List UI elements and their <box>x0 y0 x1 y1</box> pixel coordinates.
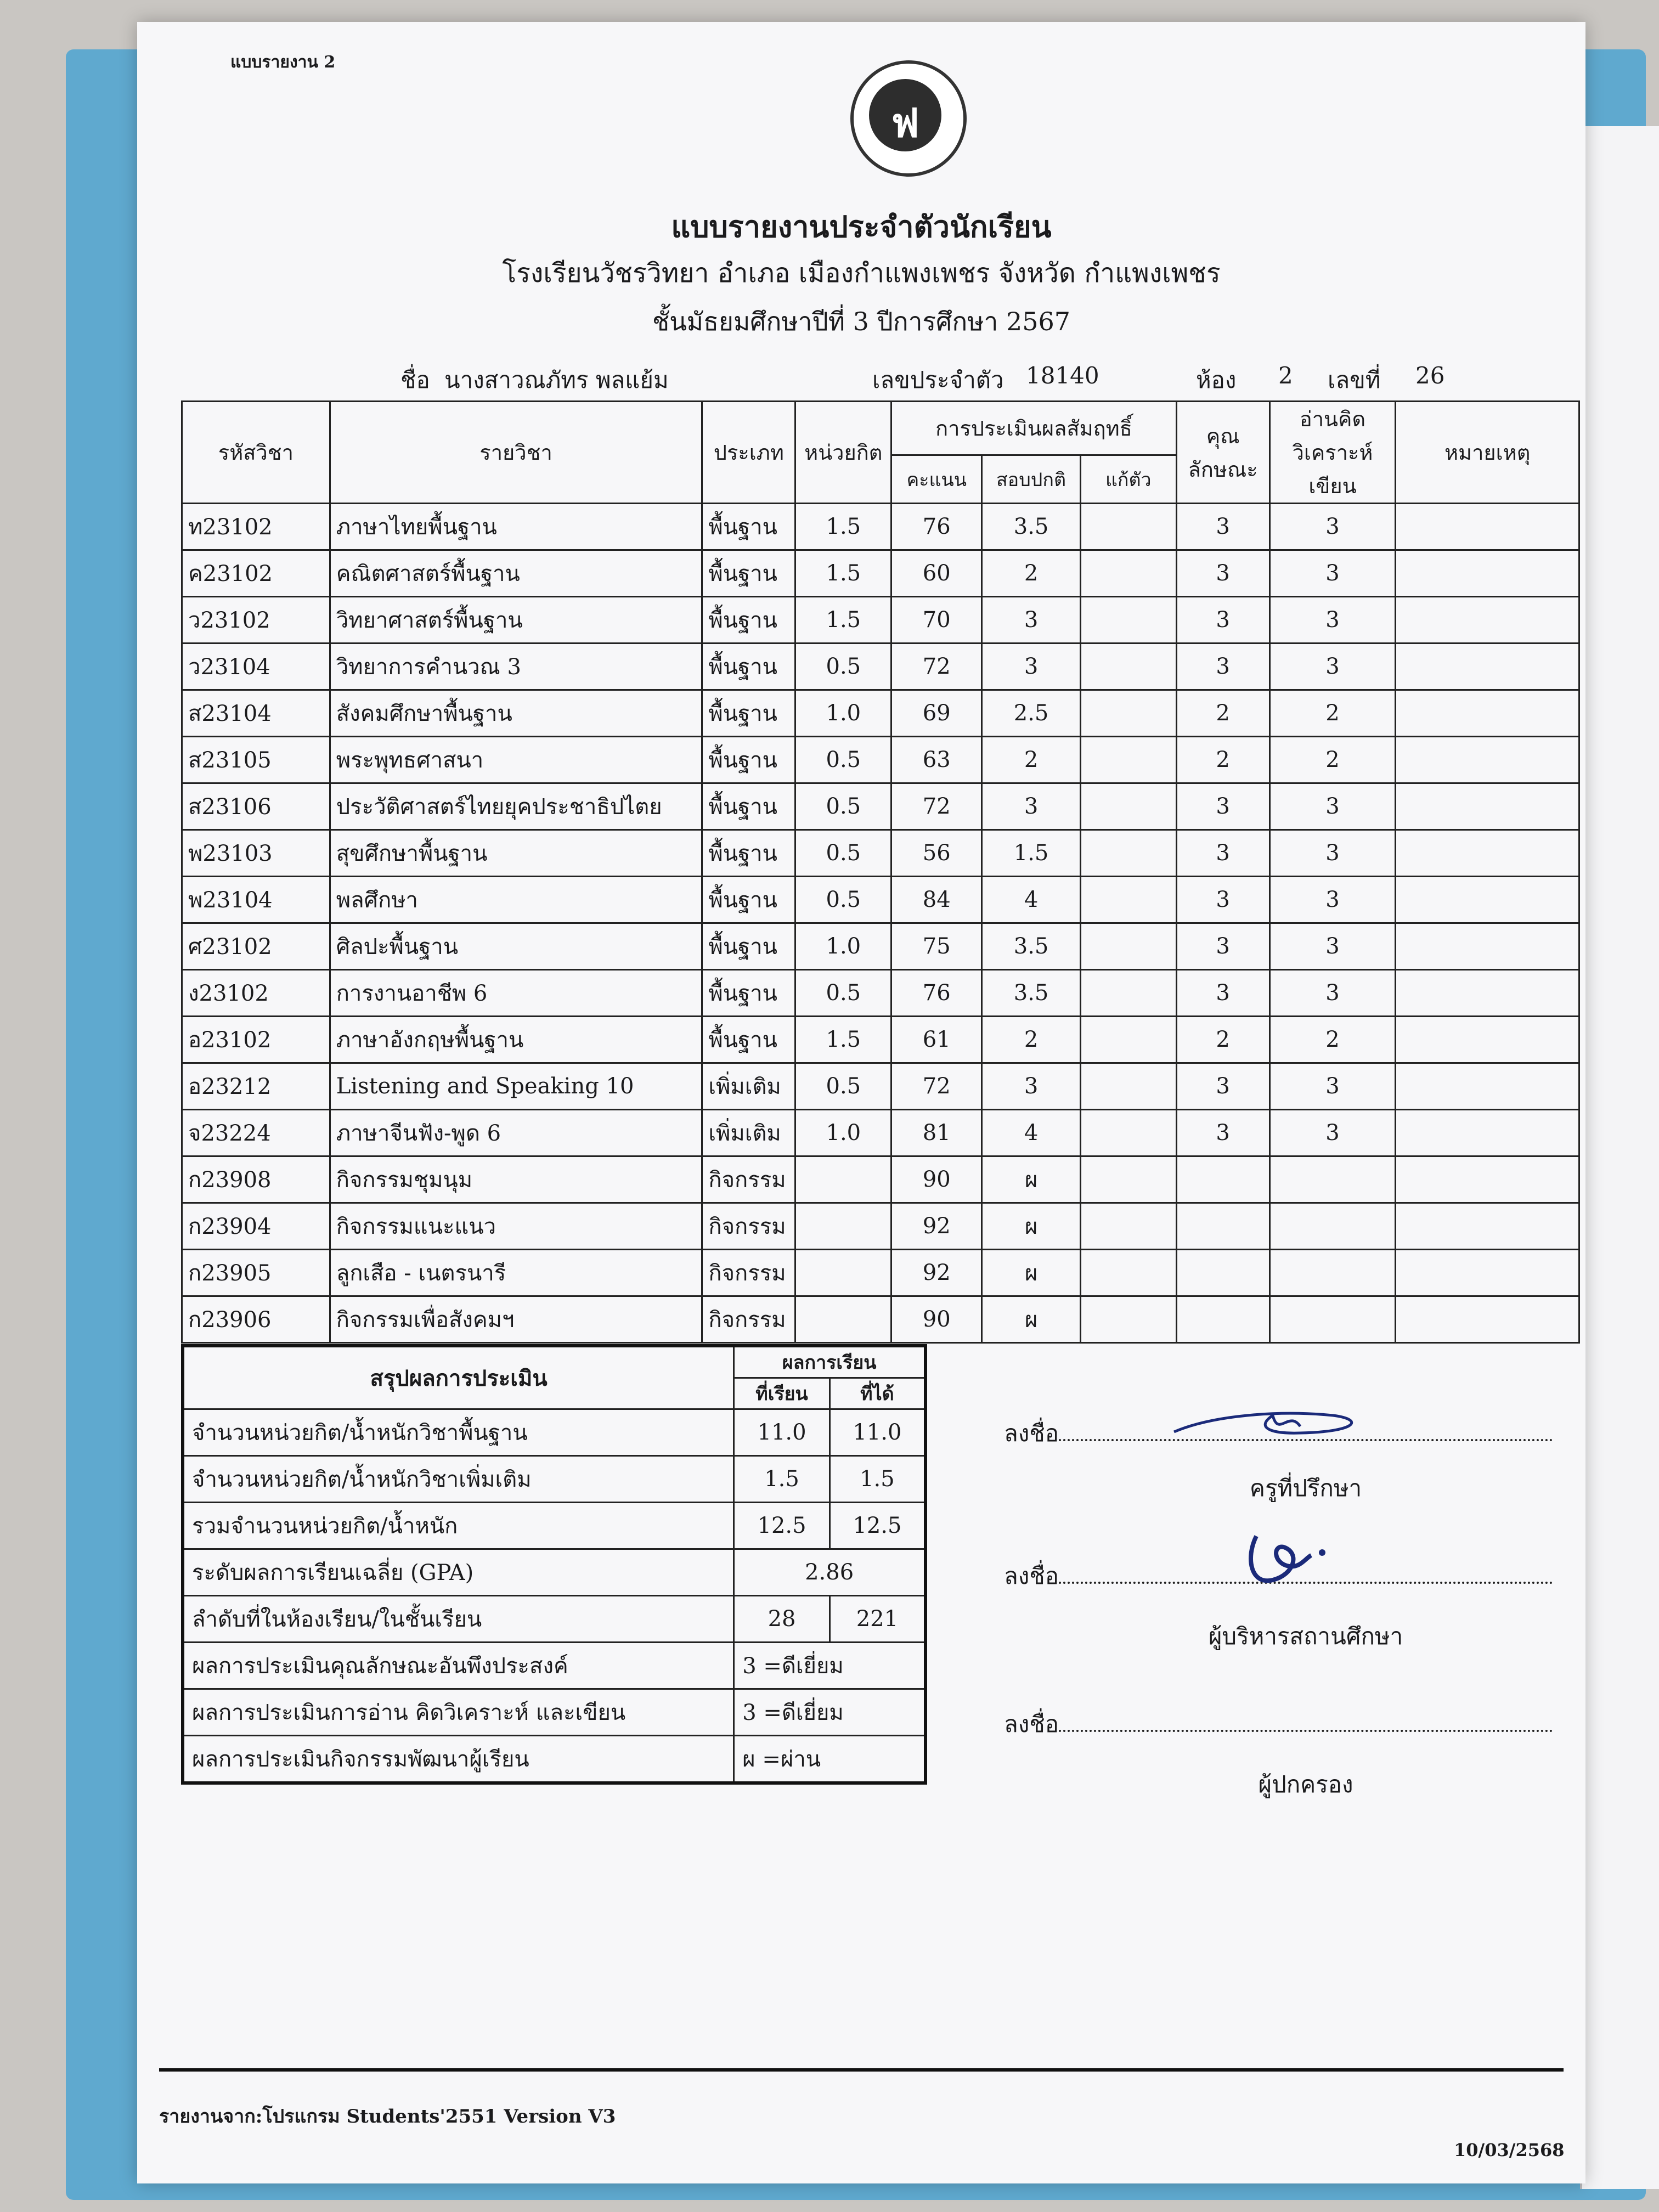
rank-label: ลำดับที่ในห้องเรียน/ในชั้นเรียน <box>183 1596 734 1643</box>
course-character: 3 <box>1176 1063 1269 1110</box>
table-row <box>182 830 1579 877</box>
basic-credits-label: จำนวนหน่วยกิต/น้ำหนักวิชาพื้นฐาน <box>183 1409 734 1456</box>
course-retest <box>1080 1156 1176 1203</box>
course-type: กิจกรรม <box>702 1203 795 1250</box>
table-row <box>182 504 1579 550</box>
report-title: แบบรายงานประจำตัวนักเรียน <box>671 209 1052 244</box>
course-remark <box>1396 783 1579 830</box>
course-grade: 2 <box>982 550 1081 597</box>
activity-eval-label: ผลการประเมินกิจกรรมพัฒนาผู้เรียน <box>183 1736 734 1784</box>
course-code: ท23102 <box>182 504 330 550</box>
table-row <box>182 1156 1579 1203</box>
course-code: ส23104 <box>182 690 330 737</box>
course-grade: 2 <box>982 737 1081 783</box>
course-name: ศิลปะพื้นฐาน <box>330 923 702 970</box>
course-type: กิจกรรม <box>702 1250 795 1296</box>
course-retest <box>1080 597 1176 644</box>
course-reading: 3 <box>1269 783 1396 830</box>
course-score: 92 <box>891 1203 982 1250</box>
course-character: 2 <box>1176 737 1269 783</box>
course-type: กิจกรรม <box>702 1156 795 1203</box>
course-remark <box>1396 737 1579 783</box>
course-name: สุขศึกษาพื้นฐาน <box>330 830 702 877</box>
course-score: 76 <box>891 970 982 1017</box>
course-remark <box>1396 550 1579 597</box>
course-grade: 3 <box>982 597 1081 644</box>
course-score: 70 <box>891 597 982 644</box>
course-name: Listening and Speaking 10 <box>330 1063 702 1110</box>
table-row <box>182 690 1579 737</box>
course-retest <box>1080 1203 1176 1250</box>
course-code: ค23102 <box>182 550 330 597</box>
print-date: 10/03/2568 <box>1454 2140 1565 2160</box>
table-row <box>182 877 1579 923</box>
course-reading <box>1269 1296 1396 1343</box>
course-remark <box>1396 830 1579 877</box>
course-credits: 0.5 <box>795 877 891 923</box>
course-character: 3 <box>1176 597 1269 644</box>
course-grade: 3.5 <box>982 970 1081 1017</box>
total-credits-studied: 12.5 <box>734 1503 830 1549</box>
course-name: ลูกเสือ - เนตรนารี <box>330 1250 702 1296</box>
course-name: วิทยาการคำนวณ 3 <box>330 644 702 690</box>
form-number: แบบรายงาน 2 <box>230 53 336 72</box>
advisor-signature <box>1169 1393 1377 1454</box>
course-reading: 3 <box>1269 923 1396 970</box>
course-type: พื้นฐาน <box>702 737 795 783</box>
total-credits-earned: 12.5 <box>830 1503 926 1549</box>
header-normal: สอบปกติ <box>982 455 1081 504</box>
course-name: ประวัติศาสตร์ไทยยุคประชาธิปไตย <box>330 783 702 830</box>
course-code: อ23212 <box>182 1063 330 1110</box>
course-retest <box>1080 830 1176 877</box>
course-reading: 3 <box>1269 1110 1396 1156</box>
summary-earned-header: ที่ได้ <box>830 1378 926 1409</box>
course-remark <box>1396 1250 1579 1296</box>
course-grade: 3.5 <box>982 504 1081 550</box>
course-score: 69 <box>891 690 982 737</box>
director-sign-line: ลงชื่อ <box>1004 1558 1553 1594</box>
course-character: 2 <box>1176 690 1269 737</box>
course-character: 3 <box>1176 830 1269 877</box>
summary-studied-header: ที่เรียน <box>734 1378 830 1409</box>
table-row <box>182 644 1579 690</box>
footer-source: รายงานจาก:โปรแกรม Students'2551 Version V3 <box>159 2106 616 2128</box>
extra-credits-studied: 1.5 <box>734 1456 830 1503</box>
course-score: 72 <box>891 783 982 830</box>
course-code: จ23224 <box>182 1110 330 1156</box>
course-grade: ผ <box>982 1203 1081 1250</box>
course-retest <box>1080 923 1176 970</box>
course-code: พ23103 <box>182 830 330 877</box>
course-retest <box>1080 877 1176 923</box>
course-name: ภาษาอังกฤษพื้นฐาน <box>330 1017 702 1063</box>
course-grade: ผ <box>982 1156 1081 1203</box>
course-reading <box>1269 1156 1396 1203</box>
course-grade: 3 <box>982 644 1081 690</box>
course-type: กิจกรรม <box>702 1296 795 1343</box>
course-remark <box>1396 1156 1579 1203</box>
grades-table <box>181 400 1580 1344</box>
reading-eval-label: ผลการประเมินการอ่าน คิดวิเคราะห์ และเขียน <box>183 1689 734 1736</box>
course-name: สังคมศึกษาพื้นฐาน <box>330 690 702 737</box>
course-retest <box>1080 644 1176 690</box>
course-code: ก23906 <box>182 1296 330 1343</box>
course-remark <box>1396 1110 1579 1156</box>
course-score: 72 <box>891 1063 982 1110</box>
course-reading: 3 <box>1269 830 1396 877</box>
course-grade: 3 <box>982 1063 1081 1110</box>
course-score: 92 <box>891 1250 982 1296</box>
course-remark <box>1396 504 1579 550</box>
course-reading: 2 <box>1269 1017 1396 1063</box>
course-score: 81 <box>891 1110 982 1156</box>
school-logo: ฟ <box>850 60 967 177</box>
course-grade: ผ <box>982 1250 1081 1296</box>
table-row <box>182 597 1579 644</box>
course-name: คณิตศาสตร์พื้นฐาน <box>330 550 702 597</box>
report-sheet <box>137 22 1585 2183</box>
course-name: การงานอาชีพ 6 <box>330 970 702 1017</box>
course-retest <box>1080 1063 1176 1110</box>
course-character: 3 <box>1176 877 1269 923</box>
course-reading: 3 <box>1269 1063 1396 1110</box>
school-line: โรงเรียนวัชรวิทยา อำเภอ เมืองกำแพงเพชร จังหวัด กำแพงเพชร <box>502 258 1221 289</box>
student-id-label: เลขประจำตัว <box>872 366 1004 393</box>
course-code: ว23104 <box>182 644 330 690</box>
course-score: 56 <box>891 830 982 877</box>
course-score: 76 <box>891 504 982 550</box>
grade-rows <box>182 504 1579 1343</box>
course-grade: 4 <box>982 877 1081 923</box>
course-credits: 0.5 <box>795 783 891 830</box>
course-reading <box>1269 1250 1396 1296</box>
course-credits: 0.5 <box>795 970 891 1017</box>
course-name: พลศึกษา <box>330 877 702 923</box>
course-reading: 3 <box>1269 550 1396 597</box>
table-row <box>182 1296 1579 1343</box>
course-credits <box>795 1296 891 1343</box>
course-type: เพิ่มเติม <box>702 1110 795 1156</box>
course-remark <box>1396 1017 1579 1063</box>
course-retest <box>1080 970 1176 1017</box>
header-reading: อ่านคิด วิเคราะห์เขียน <box>1269 402 1396 504</box>
course-credits: 1.5 <box>795 597 891 644</box>
footer-divider <box>159 2068 1564 2072</box>
course-reading: 2 <box>1269 690 1396 737</box>
room-label: ห้อง <box>1196 366 1237 393</box>
gpa-value: 2.86 <box>734 1549 926 1596</box>
course-name: ภาษาไทยพื้นฐาน <box>330 504 702 550</box>
course-score: 84 <box>891 877 982 923</box>
student-name: นางสาวณภัทร พลแย้ม <box>444 366 669 393</box>
next-page-edge <box>1580 126 1659 2189</box>
course-remark <box>1396 1063 1579 1110</box>
table-row <box>182 1063 1579 1110</box>
table-row <box>182 1203 1579 1250</box>
course-retest <box>1080 690 1176 737</box>
gpa-label: ระดับผลการเรียนเฉลี่ย (GPA) <box>183 1549 734 1596</box>
course-credits: 1.5 <box>795 550 891 597</box>
course-credits: 1.0 <box>795 923 891 970</box>
course-name: วิทยาศาสตร์พื้นฐาน <box>330 597 702 644</box>
table-row <box>182 923 1579 970</box>
course-type: พื้นฐาน <box>702 970 795 1017</box>
course-credits: 1.5 <box>795 1017 891 1063</box>
course-type: พื้นฐาน <box>702 644 795 690</box>
director-role: ผู้บริหารสถานศึกษา <box>1208 1623 1403 1650</box>
course-score: 60 <box>891 550 982 597</box>
course-code: ก23904 <box>182 1203 330 1250</box>
course-reading: 3 <box>1269 970 1396 1017</box>
course-grade: 3 <box>982 783 1081 830</box>
course-grade: 3.5 <box>982 923 1081 970</box>
student-id: 18140 <box>1026 362 1099 389</box>
course-character: 3 <box>1176 923 1269 970</box>
advisor-sign-line: ลงชื่อ <box>1004 1415 1553 1452</box>
grade-line: ชั้นมัธยมศึกษาปีที่ 3 ปีการศึกษา 2567 <box>652 307 1071 336</box>
header-subject: รายวิชา <box>330 402 702 504</box>
activity-eval-value: ผ =ผ่าน <box>734 1736 926 1784</box>
course-type: พื้นฐาน <box>702 830 795 877</box>
course-type: พื้นฐาน <box>702 550 795 597</box>
course-credits: 0.5 <box>795 830 891 877</box>
course-grade: 1.5 <box>982 830 1081 877</box>
course-grade: 4 <box>982 1110 1081 1156</box>
course-remark <box>1396 1296 1579 1343</box>
course-retest <box>1080 504 1176 550</box>
table-row <box>182 1110 1579 1156</box>
rank-class: 221 <box>830 1596 926 1643</box>
course-score: 63 <box>891 737 982 783</box>
course-retest <box>1080 1110 1176 1156</box>
course-reading: 3 <box>1269 877 1396 923</box>
header-score: คะแนน <box>891 455 982 504</box>
course-credits: 0.5 <box>795 737 891 783</box>
course-type: พื้นฐาน <box>702 504 795 550</box>
course-grade: ผ <box>982 1296 1081 1343</box>
course-character: 2 <box>1176 1017 1269 1063</box>
table-row <box>182 970 1579 1017</box>
advisor-role: ครูที่ปรึกษา <box>1249 1475 1362 1502</box>
course-name: กิจกรรมชุมนุม <box>330 1156 702 1203</box>
header-type: ประเภท <box>702 402 795 504</box>
summary-result-header: ผลการเรียน <box>734 1346 926 1378</box>
course-retest <box>1080 1250 1176 1296</box>
rank-room: 28 <box>734 1596 830 1643</box>
table-row <box>182 1017 1579 1063</box>
course-type: พื้นฐาน <box>702 783 795 830</box>
course-character: 3 <box>1176 783 1269 830</box>
course-character <box>1176 1250 1269 1296</box>
course-grade: 2 <box>982 1017 1081 1063</box>
course-retest <box>1080 550 1176 597</box>
student-name-label: ชื่อ <box>400 366 430 393</box>
course-remark <box>1396 690 1579 737</box>
course-character: 3 <box>1176 1110 1269 1156</box>
seat-number: 26 <box>1415 362 1445 389</box>
course-credits <box>795 1203 891 1250</box>
course-character: 3 <box>1176 970 1269 1017</box>
parent-sign-line: ลงชื่อ <box>1004 1706 1553 1742</box>
course-type: พื้นฐาน <box>702 597 795 644</box>
course-remark <box>1396 644 1579 690</box>
character-eval-label: ผลการประเมินคุณลักษณะอันพึงประสงค์ <box>183 1643 734 1689</box>
director-signature <box>1240 1514 1361 1596</box>
course-credits <box>795 1156 891 1203</box>
header-credits: หน่วยกิต <box>795 402 891 504</box>
course-type: พื้นฐาน <box>702 690 795 737</box>
course-retest <box>1080 737 1176 783</box>
course-grade: 2.5 <box>982 690 1081 737</box>
course-reading <box>1269 1203 1396 1250</box>
summary-table <box>181 1344 927 1785</box>
course-character: 3 <box>1176 550 1269 597</box>
header-character: คุณ ลักษณะ <box>1176 402 1269 504</box>
course-score: 90 <box>891 1296 982 1343</box>
course-remark <box>1396 923 1579 970</box>
course-code: พ23104 <box>182 877 330 923</box>
course-type: เพิ่มเติม <box>702 1063 795 1110</box>
course-credits: 0.5 <box>795 1063 891 1110</box>
table-row <box>182 550 1579 597</box>
course-remark <box>1396 970 1579 1017</box>
total-credits-label: รวมจำนวนหน่วยกิต/น้ำหนัก <box>183 1503 734 1549</box>
table-row <box>182 737 1579 783</box>
table-row <box>182 783 1579 830</box>
course-name: กิจกรรมเพื่อสังคมฯ <box>330 1296 702 1343</box>
course-type: พื้นฐาน <box>702 923 795 970</box>
course-credits: 0.5 <box>795 644 891 690</box>
course-code: ว23102 <box>182 597 330 644</box>
course-code: ง23102 <box>182 970 330 1017</box>
course-name: พระพุทธศาสนา <box>330 737 702 783</box>
extra-credits-label: จำนวนหน่วยกิต/น้ำหนักวิชาเพิ่มเติม <box>183 1456 734 1503</box>
seat-number-label: เลขที่ <box>1328 366 1381 393</box>
header-assessment: การประเมินผลสัมฤทธิ์ <box>891 402 1176 455</box>
course-score: 72 <box>891 644 982 690</box>
basic-credits-studied: 11.0 <box>734 1409 830 1456</box>
course-name: ภาษาจีนฟัง-พูด 6 <box>330 1110 702 1156</box>
course-credits: 1.5 <box>795 504 891 550</box>
course-retest <box>1080 783 1176 830</box>
course-code: อ23102 <box>182 1017 330 1063</box>
parent-role: ผู้ปกครอง <box>1258 1771 1353 1798</box>
course-code: ส23106 <box>182 783 330 830</box>
course-credits: 1.0 <box>795 690 891 737</box>
course-reading: 2 <box>1269 737 1396 783</box>
course-type: พื้นฐาน <box>702 877 795 923</box>
course-reading: 3 <box>1269 504 1396 550</box>
extra-credits-earned: 1.5 <box>830 1456 926 1503</box>
course-type: พื้นฐาน <box>702 1017 795 1063</box>
course-score: 90 <box>891 1156 982 1203</box>
course-remark <box>1396 597 1579 644</box>
course-reading: 3 <box>1269 597 1396 644</box>
course-credits <box>795 1250 891 1296</box>
course-retest <box>1080 1296 1176 1343</box>
course-character <box>1176 1203 1269 1250</box>
course-character: 3 <box>1176 644 1269 690</box>
header-retest: แก้ตัว <box>1080 455 1176 504</box>
course-character <box>1176 1296 1269 1343</box>
header-remark: หมายเหตุ <box>1396 402 1579 504</box>
course-retest <box>1080 1017 1176 1063</box>
course-code: ส23105 <box>182 737 330 783</box>
course-code: ศ23102 <box>182 923 330 970</box>
character-eval-value: 3 =ดีเยี่ยม <box>734 1643 926 1689</box>
summary-title: สรุปผลการประเมิน <box>183 1346 734 1409</box>
course-code: ก23908 <box>182 1156 330 1203</box>
header-code: รหัสวิชา <box>182 402 330 504</box>
table-row <box>182 1250 1579 1296</box>
course-score: 75 <box>891 923 982 970</box>
reading-eval-value: 3 =ดีเยี่ยม <box>734 1689 926 1736</box>
room-number: 2 <box>1278 362 1293 389</box>
course-reading: 3 <box>1269 644 1396 690</box>
course-score: 61 <box>891 1017 982 1063</box>
course-name: กิจกรรมแนะแนว <box>330 1203 702 1250</box>
course-code: ก23905 <box>182 1250 330 1296</box>
basic-credits-earned: 11.0 <box>830 1409 926 1456</box>
course-character <box>1176 1156 1269 1203</box>
course-character: 3 <box>1176 504 1269 550</box>
course-remark <box>1396 1203 1579 1250</box>
course-credits: 1.0 <box>795 1110 891 1156</box>
course-remark <box>1396 877 1579 923</box>
